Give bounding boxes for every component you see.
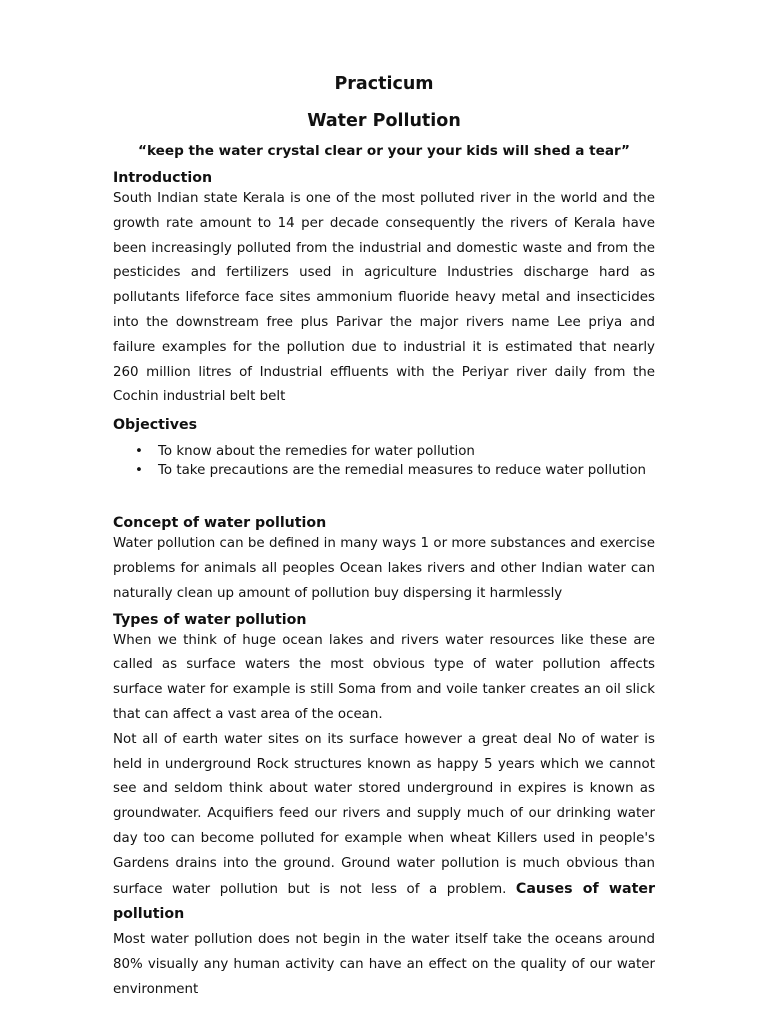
types-paragraph-1: When we think of huge ocean lakes and rivers water resources like these are called as surface waters the most obvious type of water pollution affects surface water for example is still Soma from and voile tanker creates an oil slick that can affect a vast area of the ocean. xyxy=(113,632,655,722)
bullet-icon: • xyxy=(135,444,143,460)
objectives-list xyxy=(113,442,655,480)
introduction-text: South Indian state Kerala is one of the most polluted river in the world and the growth rate amount to 14 per decade consequently the rivers of Kerala have been increasingly polluted from the industrial and domestic waste and from the pesticides and fertilizers used in agriculture Industries discharge hard as pollutants lifeforce face sites ammonium fluoride heavy metal and insecticides into the downstream free plus Parivar the major rivers name Lee priya and failure examples for the pollution due to industrial it is estimated that nearly 260 million litres of Industrial effluents with the Periyar river daily from the Cochin industrial belt belt xyxy=(113,191,655,405)
quote: “keep the water crystal clear or your your kids will shed a tear” xyxy=(138,143,630,159)
objective-text: To take precautions are the remedial measures to reduce water pollution xyxy=(158,463,647,479)
list-item xyxy=(113,442,655,461)
page-subtitle: Water Pollution xyxy=(307,111,461,131)
causes-heading: Causes of water pollution xyxy=(113,880,655,923)
causes-text: Most water pollution does not begin in the water itself take the oceans around 80% visually any human activity can have an effect on the quality of our water environment xyxy=(113,932,655,997)
list-item xyxy=(113,461,655,480)
objectives-heading: Objectives xyxy=(113,417,198,434)
concept-heading: Concept of water pollution xyxy=(113,515,327,532)
types-heading: Types of water pollution xyxy=(113,611,307,628)
concept-text: Water pollution can be defined in many ways 1 or more substances and exercise problems for animals all peoples Ocean lakes rivers and other Indian water can naturally clean up amount of pollution buy dispersing it harmlessly xyxy=(113,536,655,601)
bullet-icon: • xyxy=(135,463,143,479)
types-paragraph-2-text: Not all of earth water sites on its surface however a great deal No of water is held in underground Rock structures known as happy 5 years which we cannot see and seldom think about water stored underground in expires is known as groundwater. Acquifiers feed our rivers and supply much of our drinking water day too can become polluted for example when wheat Killers used in people's Gardens drains into the ground. Ground water pollution is much obvious than surface water pollution but is not less of a problem. xyxy=(113,731,655,897)
objective-text: To know about the remedies for water pollution xyxy=(158,444,475,460)
page-title: Practicum xyxy=(334,74,434,94)
types-paragraph-2 xyxy=(113,728,655,928)
introduction-heading: Introduction xyxy=(113,170,213,186)
